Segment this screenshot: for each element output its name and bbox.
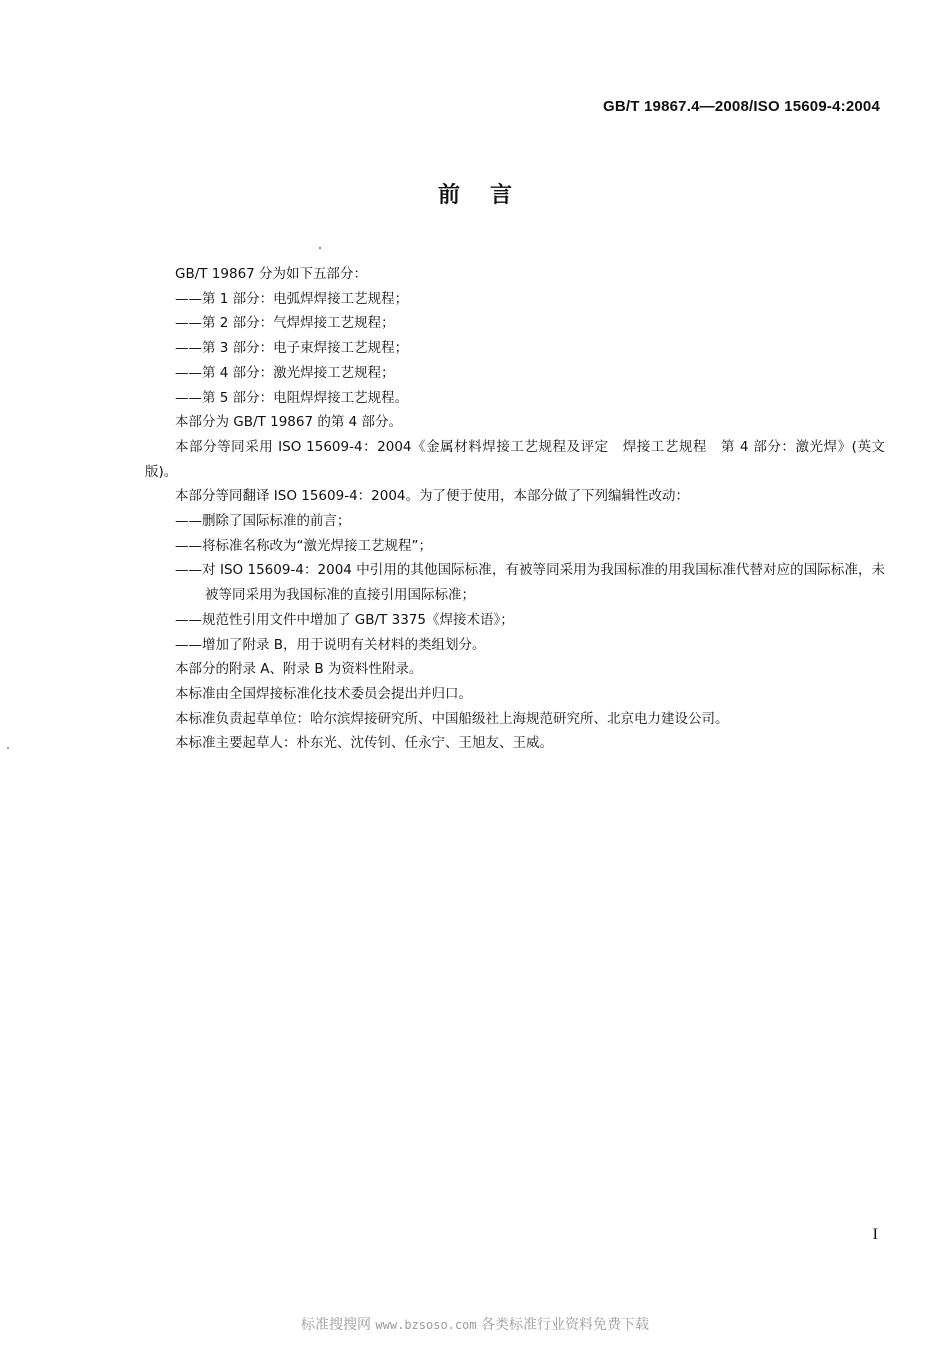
footer-slogan: 各类标准行业资料免费下载 bbox=[481, 1317, 650, 1333]
scan-speck bbox=[7, 747, 9, 749]
change-item: ——增加了附录 B，用于说明有关材料的类组划分。 bbox=[175, 636, 486, 653]
drafters-paragraph: 本标准主要起草人：朴东光、沈传钊、任永宁、王旭友、王威。 bbox=[175, 735, 553, 752]
annex-paragraph: 本部分的附录 A、附录 B 为资料性附录。 bbox=[175, 661, 423, 678]
drafting-units-paragraph: 本标准负责起草单位：哈尔滨焊接研究所、中国船级社上海规范研究所、北京电力建设公司。 bbox=[175, 710, 729, 727]
part-item: ——第 3 部分：电子束焊接工艺规程； bbox=[175, 340, 409, 357]
standard-number: GB/T 19867.4—2008/ISO 15609-4:2004 bbox=[603, 98, 880, 115]
part-item: ——第 2 部分：气焊焊接工艺规程； bbox=[175, 315, 395, 332]
page-title: 前言 bbox=[437, 183, 542, 208]
page-number: I bbox=[872, 1226, 878, 1243]
part-item: ——第 5 部分：电阻焊焊接工艺规程。 bbox=[175, 389, 409, 406]
this-part-paragraph: 本部分为 GB/T 19867 的第 4 部分。 bbox=[175, 414, 403, 431]
change-item: ——将标准名称改为“激光焊接工艺规程”； bbox=[175, 537, 432, 554]
footer-site-name: 标准搜搜网 bbox=[300, 1317, 371, 1333]
translation-paragraph: 本部分等同翻译 ISO 15609-4：2004。为了便于使用，本部分做了下列编辑性改动： bbox=[175, 488, 690, 505]
adoption-paragraph: 本部分等同采用 ISO 15609-4：2004《金属材料焊接工艺规程及评定 焊接工艺规程 第 4 部分：激光焊》(英文版)。 bbox=[145, 438, 885, 480]
change-item: ——对 ISO 15609-4：2004 中引用的其他国际标准，有被等同采用为我国标准的用我国标准代替对应的国际标准，未被等同采用为我国标准的直接引用国际标准； bbox=[175, 562, 885, 604]
footer-url[interactable]: www.bzsoso.com bbox=[375, 1318, 477, 1332]
proposed-by-paragraph: 本标准由全国焊接标准化技术委员会提出并归口。 bbox=[175, 685, 472, 702]
part-item: ——第 1 部分：电弧焊焊接工艺规程； bbox=[175, 290, 409, 307]
intro-paragraph: GB/T 19867 分为如下五部分： bbox=[175, 266, 368, 282]
part-item: ——第 4 部分：激光焊接工艺规程； bbox=[175, 364, 395, 381]
scan-speck bbox=[319, 247, 321, 249]
change-item: ——删除了国际标准的前言； bbox=[175, 513, 351, 530]
change-item: ——规范性引用文件中增加了 GB/T 3375《焊接术语》； bbox=[175, 611, 514, 628]
